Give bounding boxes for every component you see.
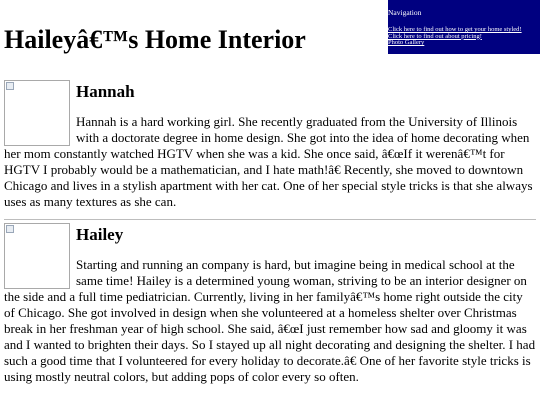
profile-hannah bbox=[4, 80, 536, 210]
profile-name: Hannah bbox=[76, 82, 135, 101]
profile-bio: Starting and running an company is hard, but imagine being in medical school at the same time! Hailey is a determined young woman, striving to be an interior designer on the side and a full time pediatrician. Currently, living in her familyâ€™s home right outside the city of Chicago. She got involved in design when she volunteered at a homeless shelter over Christmas break in her freshman year of high school. She said, â€œI just remember how sad and gloomy it was and I wanted to brighten their days. So I stayed up all night decorating and designing the shelter. I had such a good time that I volunteered for every holiday to decorate.â€ One of her favorite style tricks is using mostly neutral colors, but adding pops of color every so often. bbox=[4, 257, 536, 384]
profile-name: Hailey bbox=[76, 225, 124, 244]
profile-hailey bbox=[4, 223, 536, 385]
nav-link-photo-gallery[interactable]: Photo Gallery bbox=[388, 39, 425, 46]
broken-image-icon bbox=[6, 225, 14, 233]
hannah-photo bbox=[4, 80, 70, 146]
navigation-panel bbox=[388, 0, 540, 54]
profile-bio: Hannah is a hard working girl. She recently graduated from the University of Illinois with a doctorate degree in home design. She got into the idea of home decorating when her mom constantly watched HGTV when she was a kid. She once said, â€œIf it werenâ€™t for HGTV I probably would be a mathematician, and I hate math!â€ Recently, she moved to downtown Chicago and lives in a stylish apartment with her cat. One of her special style tricks is that she always uses as many textures as she can. bbox=[4, 114, 533, 209]
navigation-heading: Navigation bbox=[388, 8, 422, 17]
nav-link-pricing[interactable]: Click here to find out about pricing! bbox=[388, 32, 482, 40]
site-title: Haileyâ€™s Home Interior bbox=[4, 25, 306, 54]
hailey-photo bbox=[4, 223, 70, 289]
nav-link-get-styled[interactable]: Click here to find out how to get your home styled! bbox=[388, 26, 522, 33]
broken-image-icon bbox=[6, 82, 14, 90]
section-divider bbox=[4, 219, 536, 220]
